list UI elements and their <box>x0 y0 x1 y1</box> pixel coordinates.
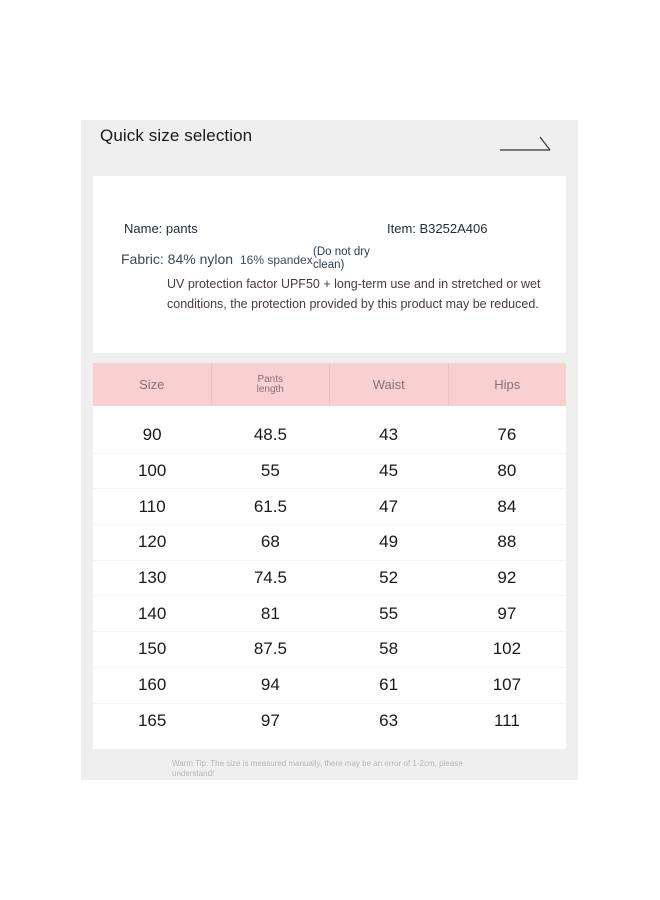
cell-waist: 58 <box>379 639 399 659</box>
cell-pants-length: 68 <box>260 532 280 552</box>
header-waist: Waist <box>329 363 448 406</box>
cell-size: 165 <box>137 710 167 730</box>
page-title: Quick size selection <box>100 126 253 145</box>
table-row <box>93 595 566 631</box>
arrow-right-icon[interactable] <box>500 136 552 152</box>
cell-waist: 47 <box>379 496 399 516</box>
care-instruction: (Do not dry clean) <box>313 246 370 271</box>
table-row <box>93 488 566 524</box>
cell-pants-length: 94 <box>260 675 280 695</box>
cell-pants-length: 48.5 <box>253 425 287 445</box>
cell-waist: 63 <box>379 710 399 730</box>
cell-pants-length: 61.5 <box>253 496 287 516</box>
cell-size: 100 <box>137 461 167 481</box>
cell-hips: 76 <box>497 425 517 445</box>
cell-hips: 107 <box>492 675 522 695</box>
item-number: Item: B3252A406 <box>387 221 488 236</box>
table-row <box>93 453 566 489</box>
cell-size: 150 <box>137 639 167 659</box>
cell-pants-length: 74.5 <box>253 568 287 588</box>
cell-size: 160 <box>137 675 167 695</box>
header-pants-length <box>211 363 330 406</box>
cell-pants-length: 87.5 <box>253 639 287 659</box>
size-table-body <box>93 418 566 738</box>
warm-tip: Warm Tip: The size is measured manually, there may be an error of 1-2cm, please understand! <box>172 759 463 778</box>
cell-hips: 84 <box>497 496 517 516</box>
cell-hips: 111 <box>493 710 520 730</box>
table-row <box>93 560 566 596</box>
cell-size: 140 <box>137 603 167 623</box>
table-row <box>93 667 566 703</box>
cell-hips: 102 <box>492 639 522 659</box>
uv-protection-note: UV protection factor UPF50 + long-term use and in stretched or wet conditions, the protection provided by this product may be reduced. <box>167 277 541 311</box>
product-name: Name: pants <box>124 221 198 236</box>
table-row <box>93 703 566 739</box>
cell-size: 110 <box>138 496 166 516</box>
header-pants-length-label: Pants length <box>256 373 284 395</box>
cell-hips: 97 <box>497 603 517 623</box>
header-size: Size <box>139 377 165 392</box>
cell-size: 120 <box>137 532 167 552</box>
table-row <box>93 418 566 453</box>
size-table-header <box>93 363 566 406</box>
table-row <box>93 631 566 667</box>
cell-waist: 49 <box>379 532 399 552</box>
fabric-composition: Fabric: 84% nylon <box>121 251 234 267</box>
cell-waist: 55 <box>379 603 399 623</box>
cell-waist: 43 <box>379 425 399 445</box>
cell-pants-length: 55 <box>260 461 280 481</box>
cell-hips: 80 <box>497 461 517 481</box>
cell-hips: 88 <box>497 532 517 552</box>
cell-waist: 52 <box>379 568 399 588</box>
cell-size: 90 <box>142 425 162 445</box>
fabric-spandex: 16% spandex <box>240 253 313 267</box>
cell-waist: 45 <box>379 461 399 481</box>
header-hips: Hips <box>448 363 567 406</box>
cell-pants-length: 97 <box>260 710 280 730</box>
cell-hips: 92 <box>497 568 517 588</box>
table-row <box>93 524 566 560</box>
cell-size: 130 <box>137 568 167 588</box>
cell-pants-length: 81 <box>260 603 280 623</box>
cell-waist: 61 <box>379 675 399 695</box>
